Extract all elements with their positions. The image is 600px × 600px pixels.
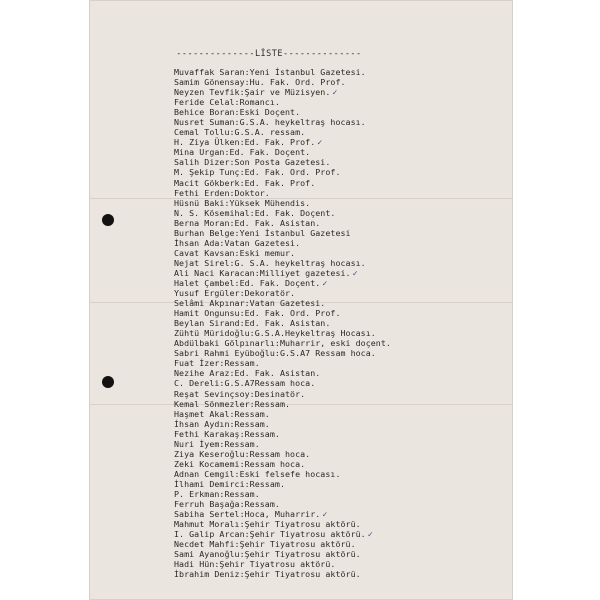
list-item-text: M. Şekip Tunç:Ed. Fak. Ord. Prof. [174,167,341,178]
list-item-text: H. Ziya Ülken:Ed. Fak. Prof. [174,137,316,148]
check-mark-icon: ✓ [317,137,323,148]
list-item-text: Feride Celal:Romancı. [174,97,280,108]
list-item [174,449,391,459]
list-item-text: Behice Boran:Eski Doçent. [174,107,301,118]
list-item-text: Adnan Cemgil:Eski felsefe hocası. [174,468,341,479]
list-item-text: İhsan Ada:Vatan Gazetesi. [174,237,301,248]
list-item [174,529,391,539]
list-item [174,539,391,549]
paper-sheet [89,0,513,600]
list-item-text: Selâmi Akpınar:Vatan Gazetesi. [174,298,326,309]
list-title: --------------LİSTE-------------- [176,49,362,59]
check-mark-icon: ✓ [322,509,328,520]
list-item-text: Cavat Kavsan:Eski memur. [174,247,296,258]
list-item [174,167,391,177]
list-item [174,559,391,569]
list-item [174,188,391,198]
list-item [174,218,391,228]
list-item [174,278,391,288]
list-item [174,238,391,248]
list-item-text: Haşmet Akal:Ressam. [174,408,270,419]
list-item [174,378,391,388]
list-item [174,258,391,268]
list-item-text: Samim Gönensay:Hu. Fak. Ord. Prof. [174,77,346,88]
list-item [174,519,391,529]
punch-hole [102,376,114,388]
list-item [174,157,391,167]
list-item-text: Zeki Kocamemi:Ressam hoca. [174,458,306,469]
list-item [174,479,391,489]
list-item [174,147,391,157]
list-item [174,348,391,358]
list-item [174,288,391,298]
list-item-text: Nuri İyem:Ressam. [174,438,260,449]
list-item-text: Burhan Belge:Yeni İstanbul Gazetesi [174,227,351,238]
punch-hole [102,214,114,226]
list-item [174,328,391,338]
list-item [174,389,391,399]
list-item [174,228,391,238]
list-item-text: Mina Urgan:Ed. Fak. Doçent. [174,147,311,158]
list-item [174,419,391,429]
list-item [174,459,391,469]
list-item-text: İlhami Demirci:Ressam. [174,478,285,489]
list-item [174,308,391,318]
list-item-text: N. S. Kösemihal:Ed. Fak. Doçent. [174,207,336,218]
list-item [174,549,391,559]
check-mark-icon: ✓ [352,267,358,278]
list-item-text: Hadi Hün:Şehir Tiyatrosu aktörü. [174,559,336,570]
list-item [174,208,391,218]
list-item [174,399,391,409]
list-item-text: Reşat Sevinçsoy:Desinatör. [174,388,306,399]
list-item [174,67,391,77]
list-item-text: Fethi Erden:Doktor. [174,187,270,198]
list-item [174,87,391,97]
list-item [174,318,391,328]
check-mark-icon: ✓ [367,529,373,540]
list-item-text: Halet Çambel:Ed. Fak. Doçent. [174,277,321,288]
list-item-text: Sabri Rahmi Eyüboğlu:G.S.A7 Ressam hoca. [174,348,376,359]
list-item-text: Muvaffak Saran:Yeni İstanbul Gazetesi. [174,67,366,77]
name-list [174,67,391,579]
check-mark-icon: ✓ [322,277,328,288]
list-item-text: Fuat İzer:Ressam. [174,358,260,369]
list-item-text: Neyzen Tevfik:Şair ve Müzisyen. [174,87,331,98]
list-item [174,469,391,479]
check-mark-icon: ✓ [332,87,338,98]
list-item [174,127,391,137]
list-item [174,97,391,107]
list-item-text: Ferruh Başağa:Ressam. [174,499,280,510]
list-item [174,198,391,208]
list-item [174,499,391,509]
list-item [174,77,391,87]
list-item [174,509,391,519]
list-item [174,409,391,419]
list-item [174,178,391,188]
list-item-text: Fethi Karakaş:Ressam. [174,428,280,439]
list-item [174,489,391,499]
list-item-text: Yusuf Ergüler:Dekoratör. [174,288,296,299]
list-item-text: Necdet Mahfi:Şehir Tiyatrosu aktörü. [174,539,356,550]
list-item-text: Zühtü Müridoğlu:G.S.A.Heykeltraş Hocası. [174,328,376,339]
list-item-text: Salih Dizer:Son Posta Gazetesi. [174,157,331,168]
list-item-text: Ziya Keseroğlu:Ressam hoca. [174,448,311,459]
list-item-text: Berna Moran:Ed. Fak. Asistan. [174,217,321,228]
list-item-text: Sabiha Sertel:Hoca, Muharrir. [174,509,321,520]
list-item [174,358,391,368]
list-item-text: C. Dereli:G.S.A7Ressam hoca. [174,378,316,389]
list-item-text: Abdülbaki Gölpınarlı:Muharrir, eski doçent. [174,338,391,349]
list-item-text: Beylan Sirand:Ed. Fak. Asistan. [174,318,331,329]
list-item-text: Hüsnü Baki:Yüksek Mühendis. [174,197,311,208]
list-item [174,439,391,449]
list-item-text: Macit Gökberk:Ed. Fak. Prof. [174,177,316,188]
list-item-text: Nusret Suman:G.S.A. heykeltraş hocası. [174,117,366,128]
list-item [174,338,391,348]
list-item-text: Sami Ayanoğlu:Şehir Tiyatrosu aktörü. [174,549,361,560]
list-item [174,268,391,278]
list-item-text: Mahmut Moralı:Şehir Tiyatrosu aktörü. [174,519,361,530]
list-item [174,368,391,378]
list-item-text: Nejat Sirel:G. S.A. heykeltraş hocası. [174,257,366,268]
list-item [174,137,391,147]
list-item [174,248,391,258]
list-item-text: İhsan Aydın:Ressam. [174,418,270,429]
list-item-text: P. Erkman:Ressam. [174,488,260,499]
list-item [174,569,391,579]
list-item-text: I. Galip Arcan:Şehir Tiyatrosu aktörü. [174,529,366,540]
list-item-text: Hamit Ongunsu:Ed. Fak. Ord. Prof. [174,308,341,319]
list-item-text: Cemal Tollu:G.S.A. ressam. [174,127,306,138]
list-item-text: Nezihe Araz:Ed. Fak. Asistan. [174,368,321,379]
list-item [174,298,391,308]
list-item [174,429,391,439]
list-item [174,117,391,127]
list-item [174,107,391,117]
list-item-text: İbrahim Deniz:Şehir Tiyatrosu aktörü. [174,569,361,580]
list-item-text: Kemal Sönmezler:Ressam. [174,398,291,409]
list-item-text: Ali Naci Karacan:Milliyet gazetesi. [174,267,351,278]
